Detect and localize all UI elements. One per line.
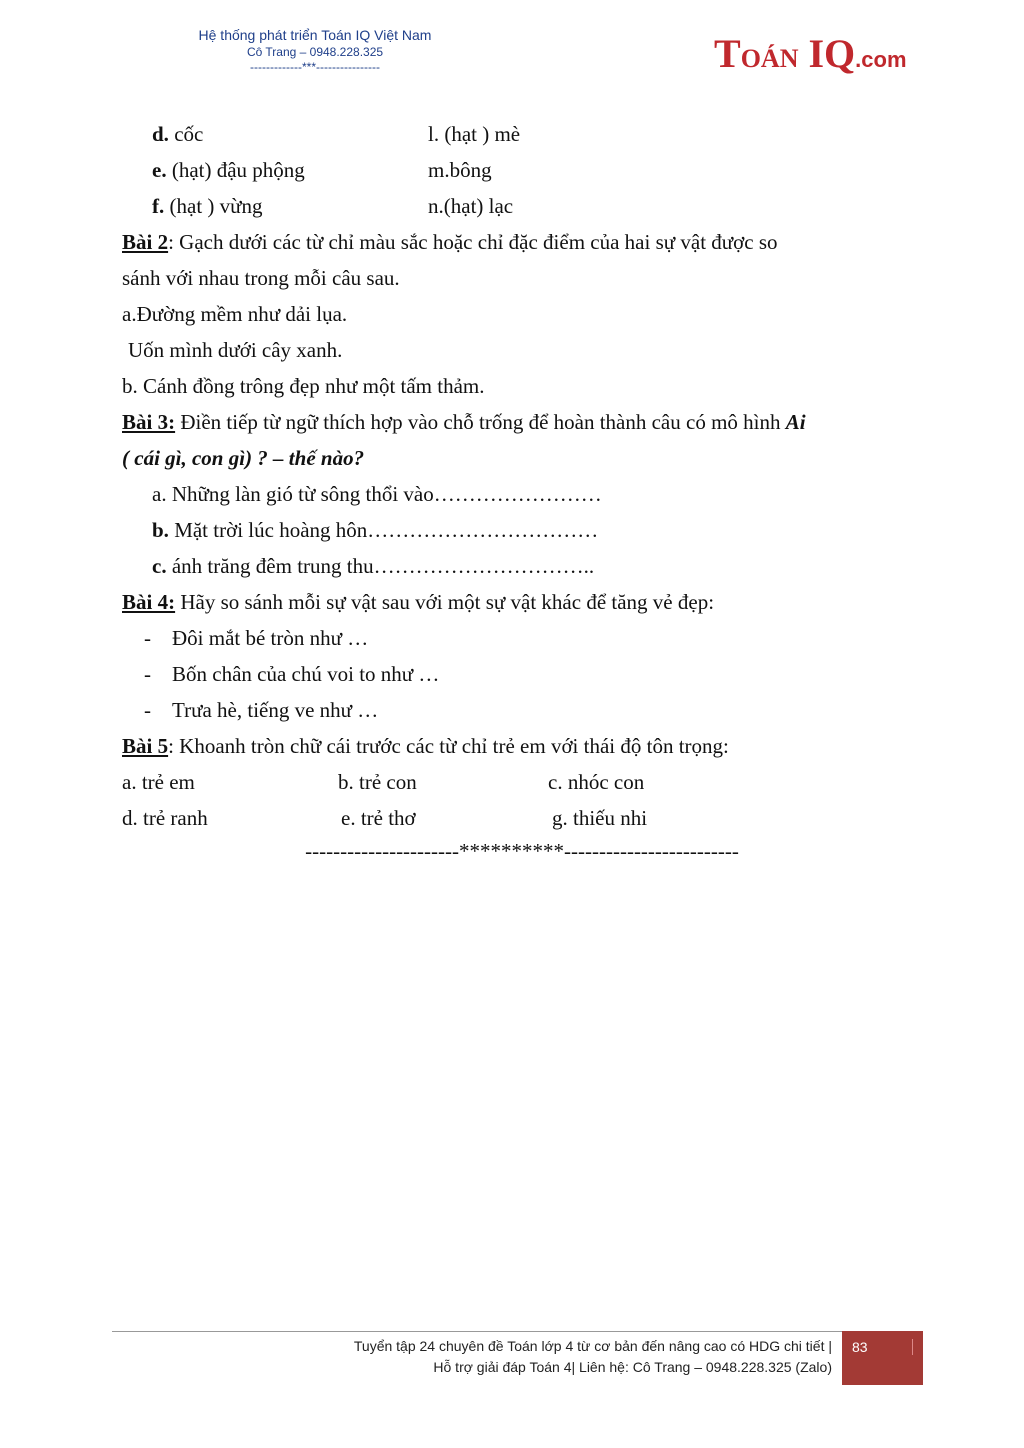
bai3-item	[122, 548, 912, 584]
bai3-item	[122, 512, 912, 548]
page-number-box	[842, 1331, 923, 1385]
bai2-heading	[122, 224, 912, 260]
toaniq-logo	[714, 30, 907, 77]
pair-label: e.	[152, 158, 167, 182]
page-number: 83	[852, 1339, 868, 1355]
bai4-heading	[122, 584, 912, 620]
bai4-item-text: Bốn chân của chú voi to như …	[172, 662, 440, 686]
bai5-option: d. trẻ ranh	[122, 806, 208, 830]
bai3-item-text: Mặt trời lúc hoàng hôn……………………………	[174, 518, 599, 542]
bai3-text2: ( cái gì, con gì) ? – thế nào?	[122, 446, 365, 470]
logo-com: .com	[855, 47, 907, 72]
bai5-option: c. nhóc con	[548, 770, 645, 794]
bai2-text1: : Gạch dưới các từ chỉ màu sắc hoặc chỉ đặc điểm của hai sự vật được so	[168, 230, 778, 254]
bai2-text2: sánh với nhau trong mỗi câu sau.	[122, 266, 400, 290]
section-divider: ----------------------**********-------------------------	[305, 839, 739, 863]
bai3-heading	[122, 404, 912, 440]
bai3-text1: Điền tiếp từ ngữ thích hợp vào chỗ trống để hoàn thành câu có mô hình	[175, 410, 786, 434]
pair-row	[122, 152, 912, 188]
bai4-item: - Trưa hè, tiếng ve như …	[122, 692, 912, 728]
bai2-b: b. Cánh đồng trông đẹp như một tấm thảm.	[122, 374, 485, 398]
header-separator: -------------***----------------	[250, 60, 380, 74]
pair-label: f.	[152, 194, 165, 218]
bai3-item-text: ánh trăng đêm trung thu…………………………..	[171, 554, 595, 578]
bai5-text: : Khoanh tròn chữ cái trước các từ chỉ trẻ em với thái độ tôn trọng:	[168, 734, 729, 758]
pair-left: cốc	[174, 122, 204, 146]
header-org: Hệ thống phát triển Toán IQ Việt Nam	[198, 27, 432, 43]
bai4-title: Bài 4:	[122, 590, 176, 614]
logo-oan: OÁN	[740, 44, 799, 73]
logo-iq: IQ	[798, 31, 856, 76]
bai3-title: Bài 3:	[122, 410, 176, 434]
bai5-title: Bài 5	[122, 734, 169, 758]
pair-row	[122, 188, 912, 224]
bai5-option-row	[122, 800, 912, 836]
bai4-item: - Bốn chân của chú voi to như …	[122, 656, 912, 692]
bai4-item: - Đôi mắt bé tròn như …	[122, 620, 912, 656]
bai5-option: g. thiếu nhi	[552, 806, 648, 830]
logo-t: T	[714, 31, 741, 76]
bai3-item	[122, 476, 912, 512]
pair-right: l. (hạt ) mè	[428, 122, 521, 146]
bai3-ai: Ai	[785, 410, 806, 434]
bai2-a1: a.Đường mềm như dải lụa.	[122, 302, 348, 326]
bai5-option-row	[122, 764, 912, 800]
pair-right: m.bông	[428, 158, 492, 182]
bai5-heading	[122, 728, 912, 764]
header-contact: Cô Trang – 0948.228.325	[246, 45, 384, 59]
footer-rule	[112, 1331, 922, 1332]
bai2-title: Bài 2	[122, 230, 169, 254]
footer-text	[230, 1336, 832, 1378]
bai3-item-label: c.	[152, 554, 167, 578]
bai3-item-text: Những làn gió từ sông thổi vào……………………	[171, 482, 602, 506]
bai5-option: a. trẻ em	[122, 770, 195, 794]
bai2-a2: Uốn mình dưới cây xanh.	[128, 338, 343, 362]
bai4-text: Hãy so sánh mỗi sự vật sau với một sự vật khác để tăng vẻ đẹp:	[175, 590, 715, 614]
footer-line2: Hỗ trợ giải đáp Toán 4| Liên hệ: Cô Trang – 0948.228.325 (Zalo)	[433, 1359, 832, 1375]
worksheet-content	[122, 116, 912, 866]
pair-row	[122, 116, 912, 152]
pair-left: (hạt) đậu phộng	[171, 158, 305, 182]
bai5-option: b. trẻ con	[338, 770, 417, 794]
page-box-tick	[912, 1339, 913, 1355]
bai3-item-label: a.	[152, 482, 167, 506]
bai5-option: e. trẻ thơ	[341, 806, 416, 830]
bai3-item-label: b.	[152, 518, 169, 542]
pair-label: d.	[152, 122, 169, 146]
pair-left: (hạt ) vừng	[169, 194, 263, 218]
header-info	[150, 26, 480, 74]
bai4-item-text: Đôi mắt bé tròn như …	[172, 626, 369, 650]
footer-line1: Tuyển tập 24 chuyên đề Toán lớp 4 từ cơ bản đến nâng cao có HDG chi tiết |	[353, 1338, 832, 1354]
pair-right: n.(hạt) lạc	[428, 194, 514, 218]
bai4-item-text: Trưa hè, tiếng ve như …	[172, 698, 379, 722]
